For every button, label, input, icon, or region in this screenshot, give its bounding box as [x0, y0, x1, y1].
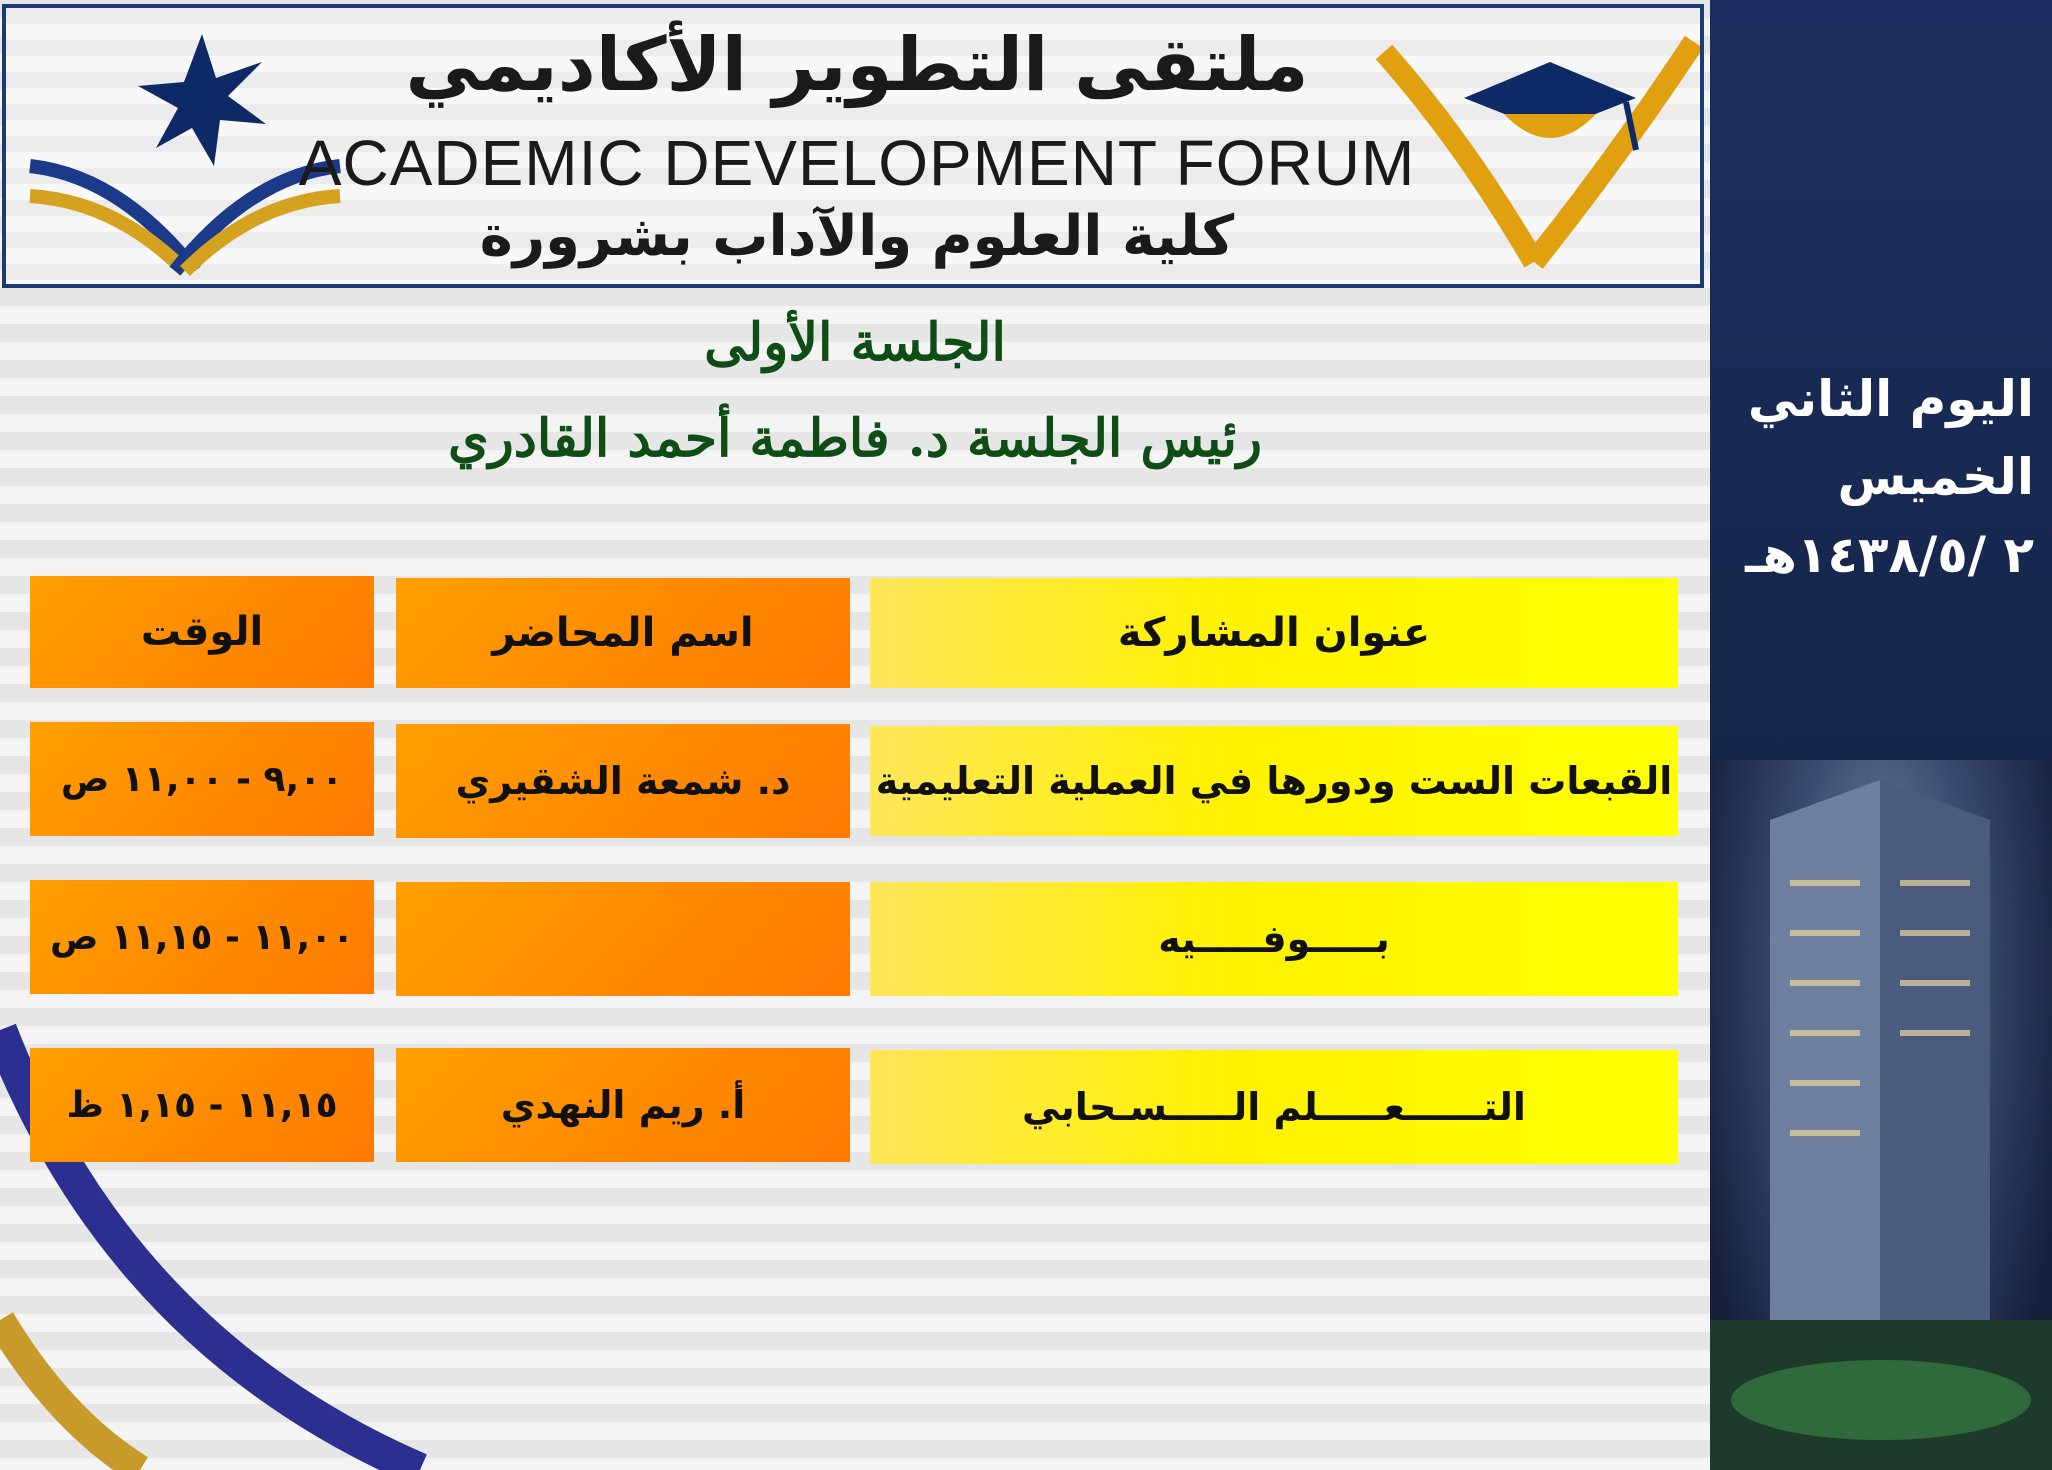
header-speaker: اسم المحاضر: [396, 578, 850, 688]
row-1-time: ٩,٠٠ - ١١,٠٠ ص: [30, 722, 374, 836]
header-title: عنوان المشاركة: [870, 578, 1678, 688]
day-label: اليوم الثاني: [1747, 370, 2034, 428]
decorative-swoosh: [0, 560, 700, 1470]
college-name: كلية العلوم والآداب بشرورة: [479, 204, 1235, 269]
date-label: ٢ /١٤٣٨/٥هـ: [1745, 526, 2034, 584]
forum-banner: [2, 4, 1704, 288]
row-1-speaker: د. شمعة الشقيري: [396, 724, 850, 838]
row-2-title: بـــــوفـــــيه: [870, 882, 1678, 996]
row-1-title: القبعات الست ودورها في العملية التعليمية: [870, 726, 1678, 836]
forum-title-arabic: ملتقى التطوير الأكاديمي: [405, 22, 1309, 108]
row-3-speaker: أ. ريم النهدي: [396, 1048, 850, 1162]
header-time: الوقت: [30, 576, 374, 688]
forum-title-english: ACADEMIC DEVELOPMENT FORUM: [298, 127, 1416, 199]
row-2-time: ١١,٠٠ - ١١,١٥ ص: [30, 880, 374, 994]
campus-building-image: [1710, 760, 2052, 1470]
session-title: الجلسة الأولى: [704, 312, 1006, 373]
day-info: [1745, 360, 2034, 594]
session-chair: رئيس الجلسة د. فاطمة أحمد القادري: [447, 408, 1263, 469]
row-3-time: ١١,١٥ - ١,١٥ ظ: [30, 1048, 374, 1162]
sidebar: [1710, 0, 2052, 1470]
row-3-title: التــــــعـــــلم الـــــسـحابي: [870, 1050, 1678, 1164]
weekday-label: الخميس: [1837, 448, 2034, 506]
building-illustration-icon: [1710, 760, 2052, 1470]
row-2-speaker: [396, 882, 850, 996]
